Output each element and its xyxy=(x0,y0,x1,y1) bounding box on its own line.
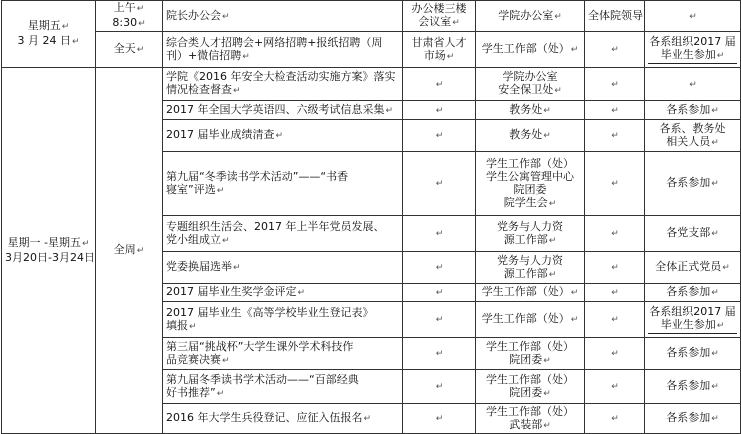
day-label: 星期五 ↵ xyxy=(5,19,92,34)
content-line-1: 2016 年大学生兵役登记、应征入伍报名 ↵ xyxy=(166,411,399,426)
participants-line-1: 各系参加 ↵ xyxy=(648,176,737,191)
participants-cell xyxy=(645,101,741,120)
participants-cell xyxy=(645,302,741,338)
dept-cell xyxy=(476,216,585,252)
schedule-table xyxy=(1,0,741,434)
participants-cell xyxy=(645,404,741,434)
content-line-1: 2017 届毕业成绩清查 ↵ xyxy=(166,128,399,143)
dept-line-2: 安全保卫处 ↵ xyxy=(479,83,581,98)
fair-attendees-cell xyxy=(585,32,645,68)
fair-participants-cell xyxy=(645,32,741,68)
fair-participants-line-2: 毕业生参加 ↵ xyxy=(648,48,737,64)
participants-line-1: 各系参加 ↵ xyxy=(648,379,737,394)
participants-line-1: 全体正式党员 ↵ xyxy=(648,260,737,275)
content-cell xyxy=(163,216,403,252)
dept-cell xyxy=(476,68,585,101)
participants-cell xyxy=(645,68,741,101)
location-cell xyxy=(403,338,476,370)
attendees-cell xyxy=(585,101,645,120)
content-cell xyxy=(163,120,403,152)
content-line-2: 寝室”评选 ↵ xyxy=(166,183,399,198)
empty-mark xyxy=(435,379,444,392)
empty-mark xyxy=(610,285,619,298)
empty-mark xyxy=(435,103,444,116)
dept-cell xyxy=(476,302,585,338)
allweek-label: 全周 ↵ xyxy=(114,243,145,256)
fair-location-line-2: 市场 ↵ xyxy=(406,49,472,64)
dept-cell xyxy=(476,284,585,302)
participants-line-2: 相关人员 ↵ xyxy=(648,135,737,150)
participants-cell xyxy=(645,284,741,302)
dept-line-3: 院团委 xyxy=(513,182,547,196)
empty-mark xyxy=(610,226,619,239)
dept-line-1: 学生工作部（处） xyxy=(486,339,574,353)
office-label: 学院办公室 ↵ xyxy=(498,9,562,22)
content-line-1: 党委换届选举 ↵ xyxy=(166,260,399,275)
dept-line-1: 教务处 ↵ xyxy=(479,128,581,143)
dept-cell xyxy=(476,252,585,284)
empty-mark xyxy=(610,260,619,273)
empty-mark xyxy=(435,226,444,239)
meeting-cell xyxy=(163,1,403,32)
content-line-1: 2017 年全国大学英语四、六级考试信息采集 ↵ xyxy=(166,103,399,118)
content-line-2: 好书推荐” ↵ xyxy=(166,386,399,401)
empty-mark xyxy=(435,176,444,189)
empty-mark xyxy=(610,176,619,189)
location-cell xyxy=(403,302,476,338)
participants-cell xyxy=(645,1,741,32)
dept-line-1: 学生工作部（处） xyxy=(486,372,574,386)
content-line-1: 第九届“冬季读书学术活动”——“书香 xyxy=(166,169,349,183)
location-cell xyxy=(403,120,476,152)
attendees-cell xyxy=(585,120,645,152)
dept-line-1: 学生工作部（处） ↵ xyxy=(479,285,581,300)
content-line-1: 第九届冬季读书学术活动——“百部经典 xyxy=(166,372,359,386)
empty-mark xyxy=(610,312,619,325)
dept-line-1: 学生工作部（处） xyxy=(486,156,574,170)
dept-line-2: 院团委 ↵ xyxy=(479,353,581,368)
content-cell xyxy=(163,152,403,216)
location-line-1: 办公楼三楼 xyxy=(411,2,467,15)
time-cell xyxy=(96,1,163,32)
participants-cell xyxy=(645,152,741,216)
content-cell xyxy=(163,284,403,302)
fair-participants-line-1: 各系组织2017 届 xyxy=(649,35,736,48)
dept-cell xyxy=(476,120,585,152)
attendees-cell xyxy=(585,216,645,252)
content-line-1: 学院《2016 年安全大检查活动实施方案》落实 xyxy=(166,70,396,83)
attendees-cell xyxy=(585,1,645,32)
participants-cell xyxy=(645,216,741,252)
participants-cell xyxy=(645,338,741,370)
date-label: 3 月 24 日 ↵ xyxy=(5,34,92,49)
dept-line-2: 院团委 ↵ xyxy=(479,386,581,401)
dept-cell xyxy=(476,338,585,370)
participants-cell xyxy=(645,252,741,284)
allweek-cell xyxy=(96,68,163,434)
empty-mark xyxy=(435,346,444,359)
dept-line-1: 学生工作部（处） ↵ xyxy=(479,312,581,327)
dept-line-4: 院学生会 ↵ xyxy=(479,196,581,211)
fair-office-label: 学生工作部（处） ↵ xyxy=(482,42,579,55)
participants-line-2: 毕业生参加 ↵ xyxy=(648,318,737,334)
empty-mark xyxy=(435,285,444,298)
attendees-cell xyxy=(585,152,645,216)
participants-cell xyxy=(645,370,741,404)
content-line-1: 专题组织生活会、2017 年上半年党员发展、 xyxy=(166,219,385,233)
empty-mark xyxy=(688,9,697,22)
content-cell xyxy=(163,370,403,404)
dept-cell xyxy=(476,101,585,120)
content-cell xyxy=(163,101,403,120)
fair-office-cell xyxy=(476,32,585,68)
location-cell xyxy=(403,284,476,302)
content-cell xyxy=(163,302,403,338)
participants-cell xyxy=(645,120,741,152)
fair-location-cell xyxy=(403,32,476,68)
week-day-cell xyxy=(2,68,96,434)
empty-mark xyxy=(610,379,619,392)
fair-location-line-1: 甘肃省人才 xyxy=(411,35,467,49)
office-cell xyxy=(476,1,585,32)
attendees-label: 全体院领导 ↵ xyxy=(588,9,645,22)
dept-line-2: 源工作部 ↵ xyxy=(479,267,581,282)
location-cell xyxy=(403,252,476,284)
empty-mark xyxy=(435,128,444,141)
participants-line-1: 各系参加 ↵ xyxy=(648,346,737,361)
attendees-cell xyxy=(585,68,645,101)
empty-mark xyxy=(610,42,619,55)
week-label: 星期一 -星期五 ↵ xyxy=(5,236,92,251)
empty-mark xyxy=(435,411,444,424)
content-line-1: 2017 届毕业生奖学金评定 ↵ xyxy=(166,285,399,300)
content-cell xyxy=(163,252,403,284)
content-line-1: 第三届“挑战杯”大学生课外学术科技作 xyxy=(166,339,354,353)
content-cell xyxy=(163,338,403,370)
location-cell xyxy=(403,404,476,434)
table-row xyxy=(2,68,741,101)
empty-mark xyxy=(435,260,444,273)
friday-meeting-row xyxy=(2,1,741,32)
dept-line-1: 学院办公室 xyxy=(502,70,558,83)
content-line-1: 2017 届毕业生《高等学校毕业生登记表》 xyxy=(166,305,374,319)
empty-mark xyxy=(610,103,619,116)
empty-mark xyxy=(688,77,697,90)
participants-line-1: 各系参加 ↵ xyxy=(648,411,737,426)
dept-line-1: 党务与人力资 xyxy=(497,253,563,267)
dept-cell xyxy=(476,404,585,434)
am-label: 上午 ↵ xyxy=(99,1,159,16)
empty-mark xyxy=(610,411,619,424)
participants-line-1: 各系组织2017 届 xyxy=(649,305,736,318)
allday-cell xyxy=(96,32,163,68)
content-line-2: 党小组成立 ↵ xyxy=(166,233,399,248)
dept-line-2: 武装部 ↵ xyxy=(479,418,581,433)
attendees-cell xyxy=(585,338,645,370)
dept-line-2: 学生公寓管理中心 xyxy=(486,169,574,183)
attendees-cell xyxy=(585,284,645,302)
location-line-2: 会议室 ↵ xyxy=(406,15,472,30)
attendees-cell xyxy=(585,370,645,404)
empty-mark xyxy=(610,128,619,141)
dept-line-1: 党务与人力资 xyxy=(497,219,563,233)
content-line-2: 情况检查督查 ↵ xyxy=(166,83,399,98)
empty-mark xyxy=(610,77,619,90)
participants-line-1: 各系、教务处 xyxy=(659,121,726,135)
allday-label: 全天 ↵ xyxy=(114,42,145,55)
participants-line-1: 各党支部 ↵ xyxy=(648,226,737,241)
location-cell xyxy=(403,68,476,101)
content-line-2: 填报 ↵ xyxy=(166,319,399,334)
empty-mark xyxy=(435,77,444,90)
dept-line-2: 源工作部 ↵ xyxy=(479,233,581,248)
dept-cell xyxy=(476,152,585,216)
location-cell xyxy=(403,216,476,252)
content-cell xyxy=(163,68,403,101)
empty-mark xyxy=(610,346,619,359)
dept-line-1: 教务处 ↵ xyxy=(479,103,581,118)
dept-cell xyxy=(476,370,585,404)
location-cell xyxy=(403,1,476,32)
location-cell xyxy=(403,152,476,216)
dept-line-1: 学生工作部（处） xyxy=(486,404,574,418)
fair-cell xyxy=(163,32,403,68)
empty-mark xyxy=(435,312,444,325)
content-line-2: 品竞赛决赛 ↵ xyxy=(166,353,399,368)
friday-fair-row xyxy=(2,32,741,68)
location-cell xyxy=(403,370,476,404)
day-cell xyxy=(2,1,96,68)
meeting-label: 院长办公会 ↵ xyxy=(166,9,230,22)
fair-line-1: 综合类人才招聘会+网络招聘+报纸招聘（周 xyxy=(166,35,383,49)
content-cell xyxy=(163,404,403,434)
participants-line-1: 各系参加 ↵ xyxy=(648,103,737,118)
location-cell xyxy=(403,101,476,120)
participants-line-1: 各系参加 ↵ xyxy=(648,285,737,300)
attendees-cell xyxy=(585,404,645,434)
fair-line-2: 刊）+微信招聘 ↵ xyxy=(166,49,399,64)
attendees-cell xyxy=(585,252,645,284)
time-label: 8:30 ↵ xyxy=(99,16,159,31)
week-dates-label: 3月20日-3月24日 ↵ xyxy=(5,251,92,266)
attendees-cell xyxy=(585,302,645,338)
